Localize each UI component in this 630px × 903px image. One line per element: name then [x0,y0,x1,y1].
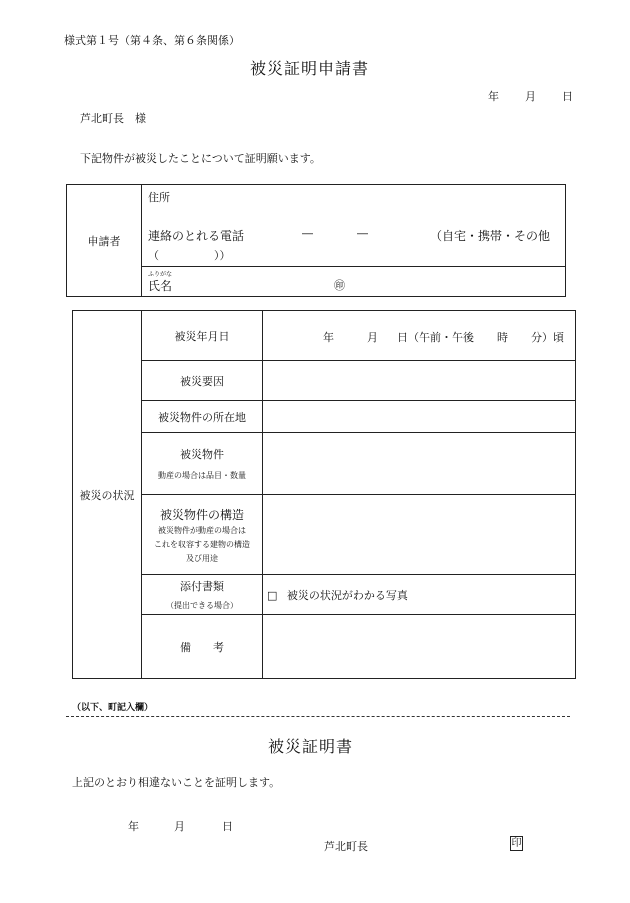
attachments-note: （提出できる場合） [166,601,238,610]
intro-text: 下記物件が被災したことについて証明願います。 [80,152,321,165]
damage-cause-field[interactable] [263,361,576,401]
name-field[interactable] [142,267,566,297]
attachments-label: 添付書類 [180,580,224,593]
page-title: 被災証明申請書 [250,59,370,78]
attachments-field [263,575,576,615]
phone-dash-1: ― [302,226,313,240]
damage-structure-note-2: これを収容する建物の構造 [154,539,250,549]
furigana-label: ふりがな [148,271,173,278]
cut-line [66,716,570,717]
applicant-section-label: 申請者 [67,185,142,297]
damage-cause-label: 被災要因 [142,361,263,401]
remarks-field[interactable] [263,615,576,679]
date-day-label: 日 [562,90,573,103]
damage-date-hour: 時 [497,331,508,344]
damage-property-field[interactable] [263,433,576,495]
mayor-label: 芦北町長 [324,840,368,853]
applicant-table [66,184,566,297]
damage-date-month: 月 [367,331,378,344]
damage-location-field[interactable] [263,401,576,433]
phone-type-other: （ ）） [148,248,231,262]
office-use-note: （以下、町記入欄） [72,703,154,713]
phone-type-options: （自宅・携帯・その他 [430,228,551,243]
attachments-cell [142,575,263,615]
certificate-year-label: 年 [128,820,139,833]
damage-structure-note-3: 及び用途 [186,553,218,563]
address-label: 住所 [148,191,170,204]
damage-property-note: 動産の場合は品目・数量 [158,471,246,480]
photo-checkbox[interactable]: □ [267,588,278,602]
damage-date-minute: 分）頃 [531,331,564,344]
official-seal: 印 [511,838,522,849]
phone-dash-2: ― [357,226,368,240]
certificate-statement: 上記のとおり相違ないことを証明します。 [72,776,281,789]
phone-label: 連絡のとれる電話 [148,228,245,243]
damage-date-label: 被災年月日 [142,311,263,361]
damage-date-year: 年 [323,331,334,344]
damage-structure-note-1: 被災物件が動産の場合は [158,525,246,535]
phone-field[interactable] [142,223,566,267]
damage-structure-field[interactable] [263,495,576,575]
damage-section-label: 被災の状況 [73,311,142,679]
damage-date-field[interactable] [263,311,576,361]
damage-structure-cell [142,495,263,575]
damage-property-cell [142,433,263,495]
name-label: 氏名 [148,279,173,293]
damage-date-day-ampm: 日（午前・午後 [397,331,474,344]
certificate-day-label: 日 [222,820,233,833]
form-number: 様式第１号（第４条、第６条関係） [64,34,240,47]
seal-mark: ㊞ [334,279,345,292]
damage-structure-label: 被災物件の構造 [159,507,244,522]
damage-table [72,310,576,679]
remarks-label: 備 考 [142,615,263,679]
damage-location-label: 被災物件の所在地 [142,401,263,433]
certificate-title: 被災証明書 [268,737,354,756]
date-month-label: 月 [525,90,536,103]
address-field[interactable] [142,185,566,223]
attachments-item: 被災の状況がわかる写真 [286,588,408,602]
addressee: 芦北町長 様 [80,112,146,125]
damage-property-label: 被災物件 [180,448,224,461]
date-year-label: 年 [488,90,499,103]
certificate-month-label: 月 [174,820,185,833]
